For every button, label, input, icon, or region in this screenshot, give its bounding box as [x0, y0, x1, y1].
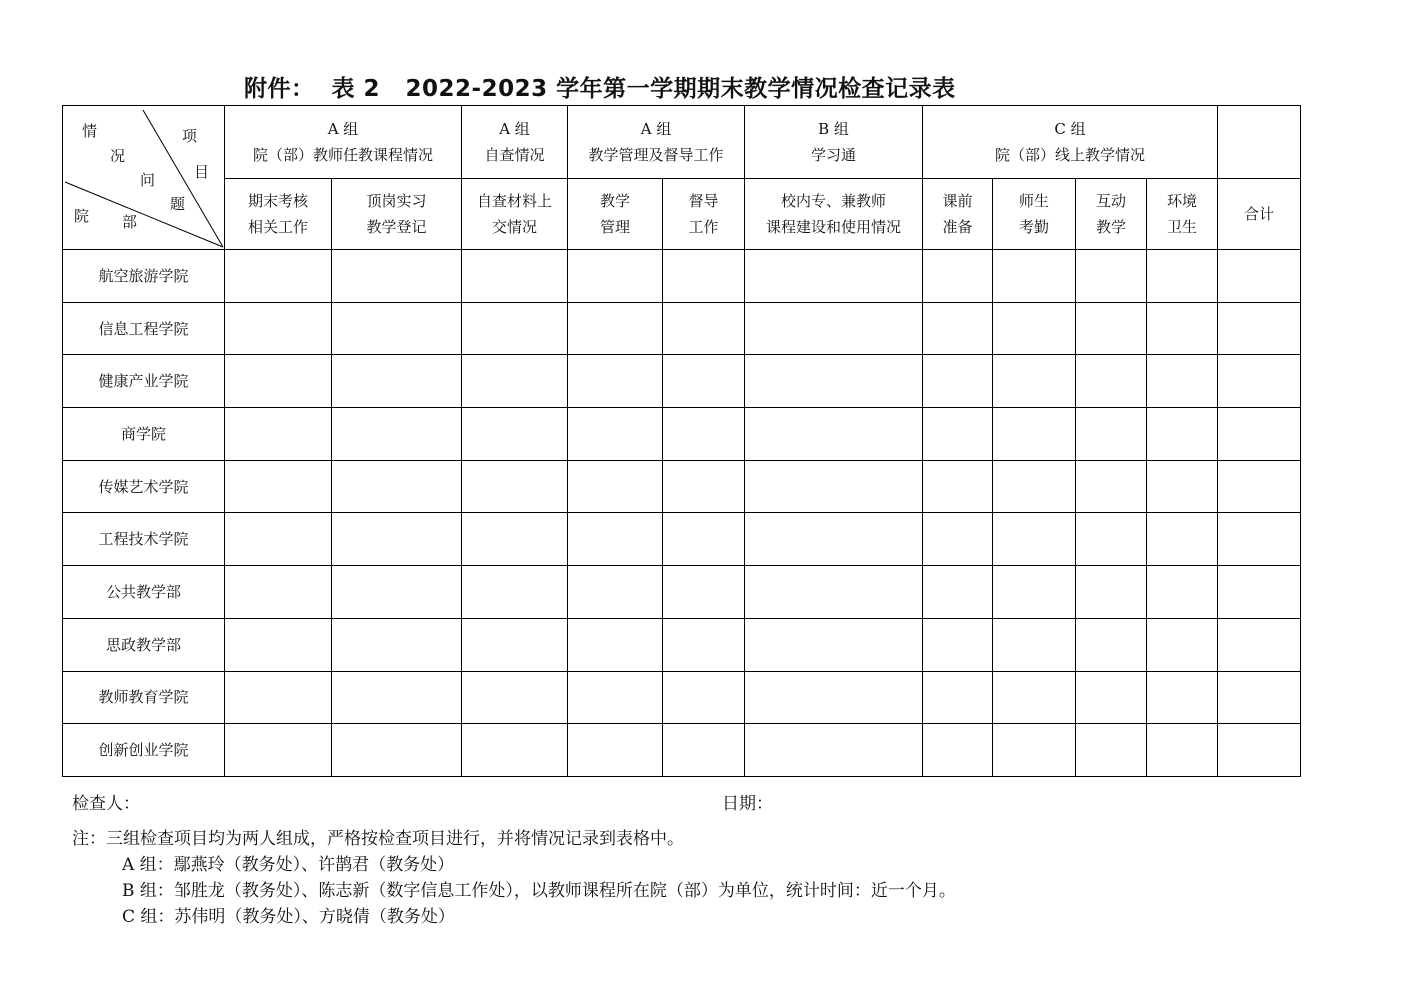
row-label: 思政教学部 — [63, 618, 225, 671]
table-row — [63, 724, 1301, 777]
table-cell[interactable] — [462, 408, 568, 461]
row-label: 传媒艺术学院 — [63, 460, 225, 513]
table-cell[interactable] — [1147, 566, 1218, 619]
table-cell[interactable] — [663, 355, 745, 408]
table-cell[interactable] — [745, 460, 923, 513]
table-cell[interactable] — [1076, 513, 1147, 566]
table-cell[interactable] — [923, 513, 993, 566]
table-cell[interactable] — [1076, 250, 1147, 303]
table-cell[interactable] — [1218, 302, 1301, 355]
group-name: 院（部）线上教学情况 — [995, 145, 1146, 164]
table-cell[interactable] — [745, 671, 923, 724]
table-cell[interactable] — [462, 671, 568, 724]
table-cell[interactable] — [1147, 302, 1218, 355]
group-header-a2 — [462, 106, 568, 179]
group-code: A 组 — [327, 119, 359, 138]
group-name: 教学管理及督导工作 — [588, 145, 724, 164]
table-cell[interactable] — [923, 724, 993, 777]
table-cell[interactable] — [1147, 460, 1218, 513]
group-code: A 组 — [640, 119, 672, 138]
table-cell[interactable] — [923, 566, 993, 619]
group-header-c — [923, 106, 1218, 179]
row-label: 信息工程学院 — [63, 302, 225, 355]
table-cell[interactable] — [1076, 355, 1147, 408]
table-cell[interactable] — [1147, 513, 1218, 566]
table-cell[interactable] — [745, 302, 923, 355]
group-header-a3 — [568, 106, 745, 179]
table-cell[interactable] — [745, 355, 923, 408]
group-name: 自查情况 — [484, 145, 545, 164]
table-cell[interactable] — [993, 566, 1076, 619]
corner-char: 题 — [170, 195, 186, 213]
checker-label: 检查人： — [72, 794, 140, 814]
row-label: 健康产业学院 — [63, 355, 225, 408]
column-header: 自查材料上 交情况 — [462, 178, 568, 250]
column-header: 教学 管理 — [568, 178, 663, 250]
table-cell[interactable] — [332, 250, 462, 303]
table-cell[interactable] — [332, 302, 462, 355]
table-cell[interactable] — [923, 408, 993, 461]
table-cell[interactable] — [332, 460, 462, 513]
table-cell[interactable] — [923, 618, 993, 671]
table-cell[interactable] — [993, 355, 1076, 408]
table-cell[interactable] — [745, 618, 923, 671]
table-cell[interactable] — [663, 671, 745, 724]
table-cell[interactable] — [568, 618, 663, 671]
table-cell[interactable] — [993, 302, 1076, 355]
note-line: A 组：鄢燕玲（教务处）、许鹊君（教务处） — [122, 855, 455, 875]
table-cell[interactable] — [225, 724, 332, 777]
date-label: 日期： — [722, 794, 773, 814]
table-cell[interactable] — [993, 408, 1076, 461]
corner-char: 况 — [110, 147, 126, 165]
table-cell[interactable] — [568, 566, 663, 619]
table-cell[interactable] — [225, 671, 332, 724]
column-header: 课前 准备 — [923, 178, 993, 250]
table-cell[interactable] — [332, 513, 462, 566]
inspection-table — [62, 105, 1301, 777]
row-label: 工程技术学院 — [63, 513, 225, 566]
group-header-empty — [1218, 106, 1301, 179]
table-cell[interactable] — [568, 513, 663, 566]
table-cell[interactable] — [225, 513, 332, 566]
table-cell[interactable] — [1147, 355, 1218, 408]
table-cell[interactable] — [663, 513, 745, 566]
row-label: 教师教育学院 — [63, 671, 225, 724]
table-cell[interactable] — [745, 513, 923, 566]
table-cell[interactable] — [1218, 671, 1301, 724]
table-cell[interactable] — [225, 302, 332, 355]
table-cell[interactable] — [1218, 460, 1301, 513]
table-cell[interactable] — [745, 724, 923, 777]
table-cell[interactable] — [1147, 250, 1218, 303]
table-cell[interactable] — [225, 250, 332, 303]
column-header: 校内专、兼教师 课程建设和使用情况 — [745, 178, 923, 250]
table-row — [63, 355, 1301, 408]
table-cell[interactable] — [663, 724, 745, 777]
column-header: 互动 教学 — [1076, 178, 1147, 250]
table-cell[interactable] — [1218, 724, 1301, 777]
table-row — [63, 302, 1301, 355]
group-name: 学习通 — [811, 145, 857, 164]
table-row — [63, 250, 1301, 303]
table-cell[interactable] — [1076, 408, 1147, 461]
table-cell[interactable] — [568, 671, 663, 724]
table-cell[interactable] — [923, 250, 993, 303]
corner-char: 目 — [194, 163, 210, 181]
table-row — [63, 566, 1301, 619]
table-cell[interactable] — [993, 460, 1076, 513]
table-cell[interactable] — [663, 408, 745, 461]
table-cell[interactable] — [1076, 671, 1147, 724]
table-cell[interactable] — [462, 250, 568, 303]
table-cell[interactable] — [993, 671, 1076, 724]
column-header: 师生 考勤 — [993, 178, 1076, 250]
table-row — [63, 460, 1301, 513]
table-cell[interactable] — [568, 250, 663, 303]
table-cell[interactable] — [993, 618, 1076, 671]
table-cell[interactable] — [1076, 302, 1147, 355]
table-cell[interactable] — [923, 302, 993, 355]
table-cell[interactable] — [1218, 513, 1301, 566]
table-cell[interactable] — [663, 302, 745, 355]
corner-char: 部 — [122, 213, 138, 231]
column-header: 环境 卫生 — [1147, 178, 1218, 250]
note-line: C 组：苏伟明（教务处）、方晓倩（教务处） — [122, 907, 455, 927]
table-cell[interactable] — [1076, 460, 1147, 513]
table-cell[interactable] — [568, 408, 663, 461]
column-header: 督导 工作 — [663, 178, 745, 250]
column-header: 期末考核 相关工作 — [225, 178, 332, 250]
table-cell[interactable] — [1076, 566, 1147, 619]
group-code: B 组 — [818, 119, 849, 138]
table-cell[interactable] — [923, 460, 993, 513]
table-row — [63, 618, 1301, 671]
table-cell[interactable] — [993, 250, 1076, 303]
table-cell[interactable] — [745, 566, 923, 619]
corner-char: 项 — [182, 127, 198, 145]
table-cell[interactable] — [745, 250, 923, 303]
table-cell[interactable] — [663, 250, 745, 303]
group-header-b — [745, 106, 923, 179]
table-cell[interactable] — [568, 302, 663, 355]
table-cell[interactable] — [225, 566, 332, 619]
table-cell[interactable] — [1147, 618, 1218, 671]
table-cell[interactable] — [1218, 618, 1301, 671]
table-cell[interactable] — [462, 302, 568, 355]
table-cell[interactable] — [462, 724, 568, 777]
table-cell[interactable] — [663, 566, 745, 619]
table-cell[interactable] — [568, 460, 663, 513]
table-cell[interactable] — [1218, 408, 1301, 461]
row-label: 创新创业学院 — [63, 724, 225, 777]
table-cell[interactable] — [462, 460, 568, 513]
table-cell[interactable] — [332, 618, 462, 671]
table-row — [63, 513, 1301, 566]
column-header-total: 合计 — [1218, 178, 1301, 250]
table-cell[interactable] — [568, 724, 663, 777]
table-cell[interactable] — [663, 618, 745, 671]
group-name: 院（部）教师任教课程情况 — [253, 145, 434, 164]
table-cell[interactable] — [462, 566, 568, 619]
corner-char: 院 — [74, 207, 90, 225]
table-cell[interactable] — [993, 513, 1076, 566]
table-cell[interactable] — [1147, 724, 1218, 777]
table-cell[interactable] — [332, 355, 462, 408]
table-cell[interactable] — [1147, 671, 1218, 724]
note-line: 注：三组检查项目均为两人组成，严格按检查项目进行，并将情况记录到表格中。 — [72, 829, 684, 849]
table-cell[interactable] — [1218, 355, 1301, 408]
table-cell[interactable] — [225, 460, 332, 513]
group-code: A 组 — [499, 119, 530, 138]
table-cell[interactable] — [923, 671, 993, 724]
table-cell[interactable] — [332, 566, 462, 619]
corner-char: 问 — [140, 171, 156, 189]
table-cell[interactable] — [462, 618, 568, 671]
table-cell[interactable] — [745, 408, 923, 461]
table-cell[interactable] — [1076, 724, 1147, 777]
table-cell[interactable] — [225, 355, 332, 408]
table-cell[interactable] — [332, 671, 462, 724]
table-cell[interactable] — [1076, 618, 1147, 671]
table-cell[interactable] — [568, 355, 663, 408]
table-cell[interactable] — [462, 355, 568, 408]
table-cell[interactable] — [1218, 566, 1301, 619]
corner-char: 情 — [82, 122, 98, 140]
page-title: 附件： 表 2 2022-2023 学年第一学期期末教学情况检查记录表 — [244, 76, 956, 102]
note-line: B 组：邹胜龙（教务处）、陈志新（数字信息工作处），以教师课程所在院（部）为单位，统计时间：近一个月。 — [122, 881, 956, 901]
table-cell[interactable] — [225, 408, 332, 461]
row-label: 公共教学部 — [63, 566, 225, 619]
table-cell[interactable] — [332, 724, 462, 777]
row-label: 商学院 — [63, 408, 225, 461]
group-code: C 组 — [1054, 119, 1086, 138]
table-cell[interactable] — [1147, 408, 1218, 461]
group-header-a1 — [225, 106, 462, 179]
table-cell[interactable] — [663, 460, 745, 513]
table-cell[interactable] — [462, 513, 568, 566]
table-cell[interactable] — [923, 355, 993, 408]
table-row — [63, 408, 1301, 461]
table-cell[interactable] — [332, 408, 462, 461]
table-row — [63, 671, 1301, 724]
table-cell[interactable] — [1218, 250, 1301, 303]
table-cell[interactable] — [993, 724, 1076, 777]
column-header: 顶岗实习 教学登记 — [332, 178, 462, 250]
table-cell[interactable] — [225, 618, 332, 671]
row-label: 航空旅游学院 — [63, 250, 225, 303]
corner-header-cell — [63, 106, 225, 250]
